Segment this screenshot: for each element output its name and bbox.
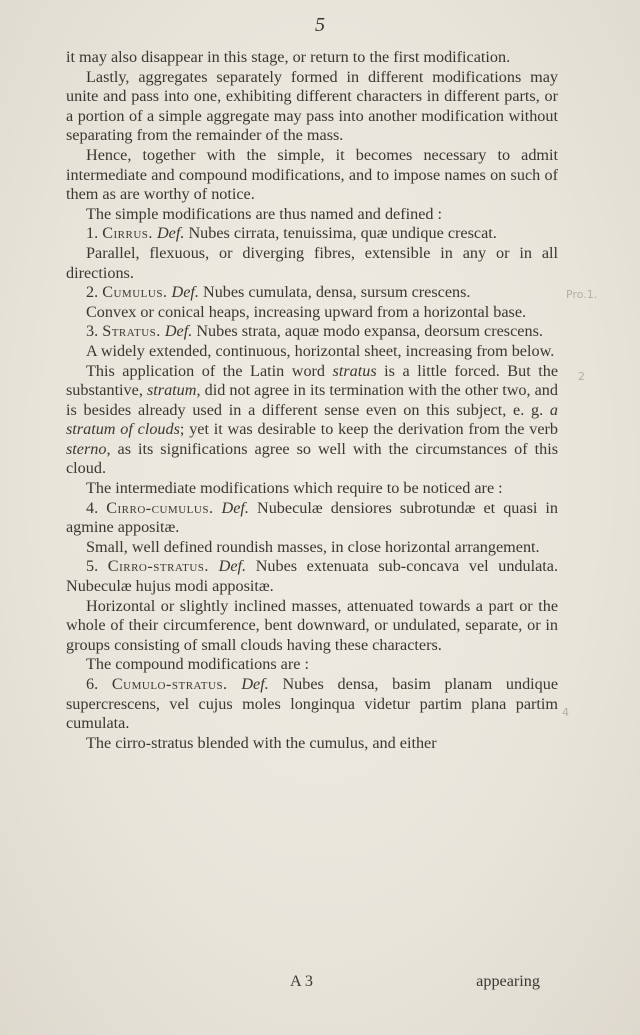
definition-cirrocumulus — [66, 499, 558, 538]
definition-number: 2. — [86, 283, 99, 302]
paragraph: Lastly, aggregates separately formed in different modifications may unite and pass into one, exhibiting different characters in different parts, or a portion of a simple aggregate may pass into another modification without separating from the remainder of the mass. — [66, 67, 558, 145]
definition-term: Cumulus. — [102, 283, 168, 302]
paragraph: The intermediate modifications which require to be noticed are : — [86, 479, 503, 498]
definition-latin: Nubes extenuata sub-concava vel undulata. Nubeculæ hujus modi appositæ. — [66, 557, 559, 596]
catchword: appearing — [476, 972, 540, 990]
description: Small, well defined roundish masses, in close horizontal arrangement. — [86, 537, 540, 556]
definition-latin: Nubes densa, basim planam undique supercrescens, vel cujus moles longinqua videtur partim plana partim cumulata. — [66, 675, 559, 733]
def-label: Def. — [164, 322, 193, 341]
definition-number: 4. — [86, 498, 99, 517]
definition-cumulus — [66, 283, 558, 303]
margin-note: 2 — [578, 370, 585, 383]
signature-mark: A 3 — [290, 972, 313, 990]
def-label: Def. — [156, 224, 185, 243]
description: Parallel, flexuous, or diverging fibres, extensible in any or in all directions. — [66, 243, 558, 282]
margin-note: Pro.1. — [566, 288, 598, 301]
description: The cirro-stratus blended with the cumulus, and either — [86, 733, 437, 752]
description: Horizontal or slightly inclined masses, attenuated towards a part or the whole of their circumference, bent downward, or undulated, separate, or in groups consisting of small clouds having these characters. — [66, 596, 558, 654]
definition-latin: Nubes strata, aquæ modo expansa, deorsum crescens. — [196, 322, 543, 341]
definition-cirrus — [66, 224, 558, 244]
description: A widely extended, continuous, horizontal sheet, increasing from below. — [86, 341, 555, 360]
description: Convex or conical heaps, increasing upward from a horizontal base. — [86, 302, 527, 321]
definition-number: 6. — [86, 675, 99, 693]
paragraph: it may also disappear in this stage, or return to the first modification. — [66, 48, 511, 66]
definition-cirrostratus — [66, 557, 558, 596]
definition-term: Cirro-cumulus. — [106, 498, 214, 517]
definition-latin: Nubes cumulata, densa, sursum crescens. — [203, 283, 471, 302]
def-label: Def. — [221, 498, 249, 517]
paragraph: Hence, together with the simple, it becomes necessary to admit intermediate and compound modifications, and to impose names on such of them as are worthy of notice. — [66, 145, 558, 204]
paragraph: The simple modifications are thus named and defined : — [86, 204, 443, 223]
paragraph: The compound modifications are : — [86, 655, 309, 674]
definition-number: 1. — [86, 224, 99, 243]
def-label: Def. — [218, 557, 247, 576]
definition-term: Cirro-stratus. — [107, 557, 209, 576]
definition-term: Cirrus. — [102, 224, 153, 243]
body-text — [66, 48, 558, 753]
page-number: 5 — [315, 14, 325, 36]
stratus-note: This application of the Latin word stratus is a little forced. But the substantive, stratum, did not agree in its termination with the other two, and is besides already used in a different sense even on this subject, e. g. a stratum of clouds; yet it was desirable to keep the derivation from the verb sterno, as its significations agree so well with the circumstances of this cloud. — [66, 361, 558, 478]
definition-number: 3. — [86, 322, 99, 341]
margin-note: 4 — [562, 706, 569, 719]
definition-latin: Nubes cirrata, tenuissima, quæ undique crescat. — [188, 224, 497, 243]
definition-cumulostratus — [66, 675, 558, 734]
definition-number: 5. — [86, 557, 99, 576]
definition-term: Stratus. — [102, 322, 161, 341]
def-label: Def. — [171, 283, 199, 302]
def-label: Def. — [241, 675, 269, 693]
definition-latin: Nubeculæ densiores subrotundæ et quasi in agmine appositæ. — [66, 498, 559, 537]
definition-term: Cumulo-stratus. — [111, 675, 228, 693]
definition-stratus — [66, 322, 558, 342]
